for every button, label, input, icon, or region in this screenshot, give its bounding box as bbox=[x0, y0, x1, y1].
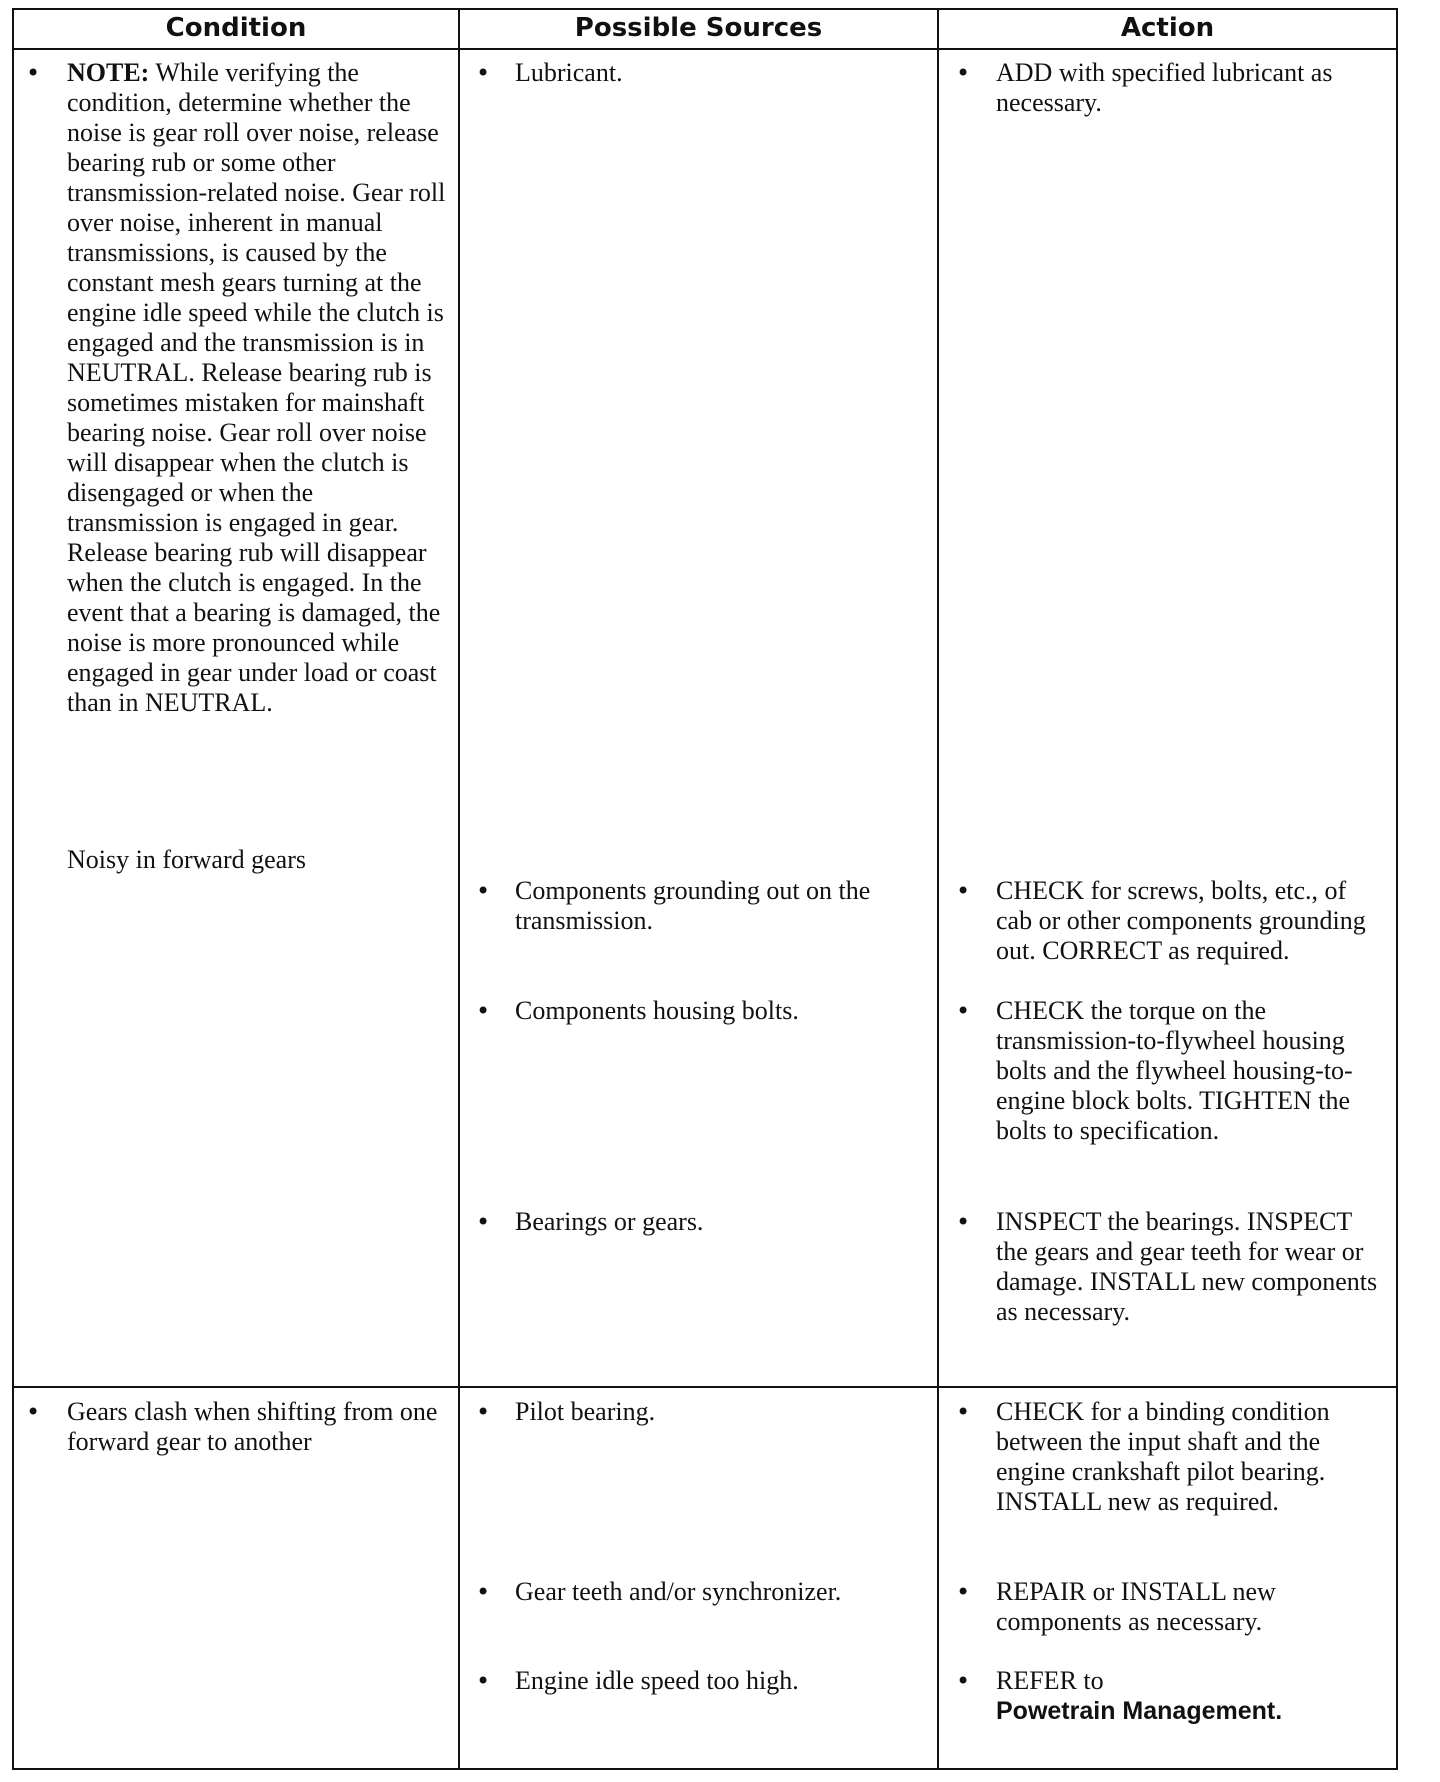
bullet-icon: • bbox=[956, 877, 971, 905]
bullet-icon: • bbox=[956, 1578, 971, 1606]
bullet-icon: • bbox=[476, 1578, 491, 1606]
note-label: NOTE: bbox=[67, 58, 150, 87]
source-bearings-gears: Bearings or gears. bbox=[515, 1207, 704, 1236]
action-refer bbox=[996, 1666, 1381, 1726]
action-check-torque: CHECK the torque on the transmission-to-flywheel housing bolts and the flywheel housing-to-engine block bolts. TIGHTEN the bolts to specification. bbox=[996, 996, 1353, 1145]
action-add-lubricant: ADD with specified lubricant as necessary. bbox=[996, 58, 1333, 117]
row-divider bbox=[12, 1386, 1398, 1388]
header-possible-sources: Possible Sources bbox=[574, 13, 823, 43]
header-condition: Condition bbox=[165, 13, 307, 43]
bullet-icon: • bbox=[956, 59, 971, 87]
header-divider bbox=[12, 48, 1398, 50]
source-lubricant: Lubricant. bbox=[515, 58, 623, 87]
source-idle-speed: Engine idle speed too high. bbox=[515, 1666, 799, 1695]
header-action: Action bbox=[1120, 13, 1215, 43]
note-text: While verifying the condition, determine whether the noise is gear roll over noise, release bearing rub or some other transmission-related noise. Gear roll over noise, inherent in manual transmissions, is caused by the constant mesh gears turning at the engine idle speed while the clutch is engaged and the transmission is in NEUTRAL. Release bearing rub is sometimes mistaken for mainshaft bearing noise. Gear roll over noise will disappear when the clutch is disengaged or when the transmission is engaged in gear. Release bearing rub will disappear when the clutch is engaged. In the event that a bearing is damaged, the noise is more pronounced while engaged in gear under load or coast than in NEUTRAL. bbox=[67, 58, 446, 717]
bullet-icon: • bbox=[476, 59, 491, 87]
bullet-icon: • bbox=[476, 997, 491, 1025]
action-inspect-bearings: INSPECT the bearings. INSPECT the gears and gear teeth for wear or damage. INSTALL new components as necessary. bbox=[996, 1207, 1378, 1326]
action-check-binding: CHECK for a binding condition between the input shaft and the engine crankshaft pilot bearing. INSTALL new as required. bbox=[996, 1397, 1330, 1516]
source-gear-teeth: Gear teeth and/or synchronizer. bbox=[515, 1577, 842, 1606]
condition-title: Noisy in forward gears bbox=[67, 845, 306, 874]
bullet-icon: • bbox=[26, 59, 41, 87]
bullet-icon: • bbox=[956, 1398, 971, 1426]
bullet-icon: • bbox=[956, 997, 971, 1025]
bullet-icon: • bbox=[476, 1667, 491, 1695]
bullet-icon: • bbox=[956, 1208, 971, 1236]
bullet-icon: • bbox=[476, 1208, 491, 1236]
source-housing-bolts: Components housing bolts. bbox=[515, 996, 799, 1025]
condition-note bbox=[67, 58, 449, 718]
condition-gears-clash: Gears clash when shifting from one forward gear to another bbox=[67, 1397, 438, 1456]
bullet-icon: • bbox=[956, 1667, 971, 1695]
bullet-icon: • bbox=[26, 1398, 41, 1426]
bullet-icon: • bbox=[476, 877, 491, 905]
source-components-grounding: Components grounding out on the transmission. bbox=[515, 876, 871, 935]
refer-prefix: REFER to bbox=[996, 1666, 1104, 1695]
source-pilot-bearing: Pilot bearing. bbox=[515, 1397, 656, 1426]
action-check-grounding: CHECK for screws, bolts, etc., of cab or other components grounding out. CORRECT as required. bbox=[996, 876, 1366, 965]
bullet-icon: • bbox=[476, 1398, 491, 1426]
column-divider-1 bbox=[458, 8, 460, 1770]
action-repair-install: REPAIR or INSTALL new components as necessary. bbox=[996, 1577, 1276, 1636]
column-divider-2 bbox=[937, 8, 939, 1770]
refer-powertrain-link[interactable]: Powetrain Management. bbox=[996, 1697, 1283, 1725]
